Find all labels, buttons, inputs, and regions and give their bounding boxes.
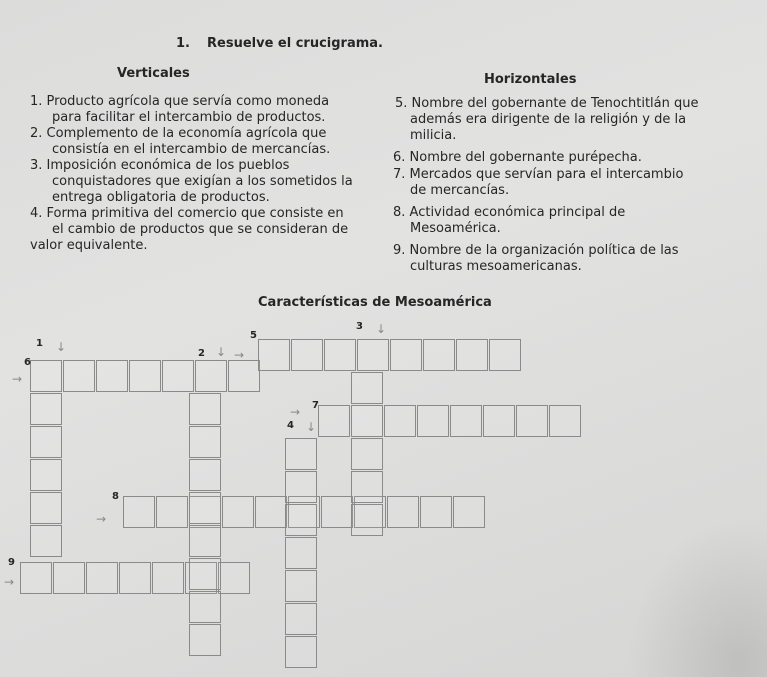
cell-v1[interactable] [30, 459, 62, 491]
cell-h5[interactable] [324, 339, 356, 371]
cell-h6[interactable] [30, 360, 62, 392]
clue-number-1: 1 [36, 338, 43, 349]
cell-h7[interactable] [318, 405, 350, 437]
cell-h5[interactable] [423, 339, 455, 371]
cell-h6[interactable] [195, 360, 227, 392]
cell-h6[interactable] [228, 360, 260, 392]
cell-h8[interactable] [222, 496, 254, 528]
vertical-clue-line: valor equivalente. [30, 238, 148, 253]
cell-h9[interactable] [86, 562, 118, 594]
clue-number-2: 2 [198, 348, 205, 359]
cell-h6[interactable] [96, 360, 128, 392]
cell-h8[interactable] [156, 496, 188, 528]
puzzle-title: Características de Mesoamérica [258, 295, 492, 310]
vertical-clue-line: consistía en el intercambio de mercancías. [52, 142, 331, 157]
cell-h9[interactable] [152, 562, 184, 594]
cell-v1[interactable] [30, 426, 62, 458]
cell-v1[interactable] [30, 492, 62, 524]
cell-h5[interactable] [489, 339, 521, 371]
cell-h7[interactable] [483, 405, 515, 437]
cell-h5[interactable] [258, 339, 290, 371]
cell-h8[interactable] [321, 496, 353, 528]
cell-h8[interactable] [387, 496, 419, 528]
cell-h7[interactable] [417, 405, 449, 437]
cell-v3[interactable] [351, 471, 383, 503]
vertical-clue-line: 3. Imposición económica de los pueblos [30, 158, 290, 173]
horizontal-clue-line: milicia. [410, 128, 457, 143]
horizontal-clue-line: 9. Nombre de la organización política de las [393, 243, 679, 258]
right-arrow-icon: → [290, 405, 301, 419]
horizontales-title: Horizontales [484, 72, 577, 87]
vertical-clue-line: 1. Producto agrícola que servía como moneda [30, 94, 330, 109]
cell-v2[interactable] [189, 459, 221, 491]
cell-v4[interactable] [285, 570, 317, 602]
horizontal-clue-line: 7. Mercados que servían para el intercambio [393, 167, 684, 182]
cell-v3[interactable] [351, 405, 383, 437]
cell-v3[interactable] [351, 438, 383, 470]
cell-h8[interactable] [420, 496, 452, 528]
right-arrow-icon: → [4, 575, 15, 589]
cell-h7[interactable] [516, 405, 548, 437]
vertical-clue-line: el cambio de productos que se consideran de [52, 222, 349, 237]
cell-v2[interactable] [189, 492, 221, 524]
cell-h7[interactable] [384, 405, 416, 437]
cell-v2[interactable] [189, 393, 221, 425]
clue-number-6: 6 [24, 357, 31, 368]
clue-number-4: 4 [287, 420, 294, 431]
vertical-clue-line: conquistadores que exigían a los sometidos la [52, 174, 353, 189]
right-arrow-icon: → [234, 348, 245, 362]
cell-v2[interactable] [189, 591, 221, 623]
verticales-title: Verticales [117, 66, 190, 81]
cell-h7[interactable] [549, 405, 581, 437]
horizontal-clue-line: culturas mesoamericanas. [410, 259, 582, 274]
cell-v4[interactable] [285, 504, 317, 536]
cell-h6[interactable] [129, 360, 161, 392]
cell-h8[interactable] [255, 496, 287, 528]
cell-h9[interactable] [20, 562, 52, 594]
horizontal-clue-line: 5. Nombre del gobernante de Tenochtitlán que [395, 96, 699, 111]
vertical-clue-line: para facilitar el intercambio de productos. [52, 110, 326, 125]
down-arrow-icon: ↓ [56, 340, 67, 354]
cell-v3[interactable] [351, 372, 383, 404]
right-arrow-icon: → [96, 512, 107, 526]
cell-h8[interactable] [453, 496, 485, 528]
cell-v4[interactable] [285, 471, 317, 503]
cell-h5[interactable] [456, 339, 488, 371]
vertical-clue-line: 4. Forma primitiva del comercio que consiste en [30, 206, 344, 221]
horizontal-clue-line: de mercancías. [410, 183, 510, 198]
cell-v4[interactable] [285, 636, 317, 668]
cell-v2[interactable] [189, 426, 221, 458]
cell-h9[interactable] [119, 562, 151, 594]
cell-v2[interactable] [189, 525, 221, 557]
down-arrow-icon: ↓ [306, 420, 317, 434]
horizontal-clue-line: Mesoamérica. [410, 221, 501, 236]
horizontal-clue-line: 6. Nombre del gobernante purépecha. [393, 150, 642, 165]
cell-v1[interactable] [30, 393, 62, 425]
cell-h9[interactable] [53, 562, 85, 594]
exercise-number: 1. [176, 36, 190, 51]
cell-v3[interactable] [351, 504, 383, 536]
page-shadow [627, 520, 767, 677]
cell-h6[interactable] [162, 360, 194, 392]
vertical-clue-line: 2. Complemento de la economía agrícola que [30, 126, 327, 141]
clue-number-7: 7 [312, 400, 319, 411]
clue-number-3: 3 [356, 321, 363, 332]
horizontal-clue-line: además era dirigente de la religión y de la [410, 112, 687, 127]
cell-v2[interactable] [189, 624, 221, 656]
cell-v2[interactable] [189, 558, 221, 590]
clue-number-9: 9 [8, 557, 15, 568]
down-arrow-icon: ↓ [216, 345, 227, 359]
cell-h9[interactable] [218, 562, 250, 594]
clue-number-8: 8 [112, 491, 119, 502]
cell-h8[interactable] [123, 496, 155, 528]
instruction: Resuelve el crucigrama. [207, 36, 383, 51]
cell-v1[interactable] [30, 525, 62, 557]
cell-v4[interactable] [285, 438, 317, 470]
cell-v4[interactable] [285, 537, 317, 569]
right-arrow-icon: → [12, 372, 23, 386]
clue-number-5: 5 [250, 330, 257, 341]
cell-h5[interactable] [291, 339, 323, 371]
horizontal-clue-line: 8. Actividad económica principal de [393, 205, 626, 220]
cell-v4[interactable] [285, 603, 317, 635]
down-arrow-icon: ↓ [376, 322, 387, 336]
cell-h5[interactable] [357, 339, 389, 371]
cell-h6[interactable] [63, 360, 95, 392]
vertical-clue-line: entrega obligatoria de productos. [52, 190, 270, 205]
cell-h7[interactable] [450, 405, 482, 437]
cell-h5[interactable] [390, 339, 422, 371]
